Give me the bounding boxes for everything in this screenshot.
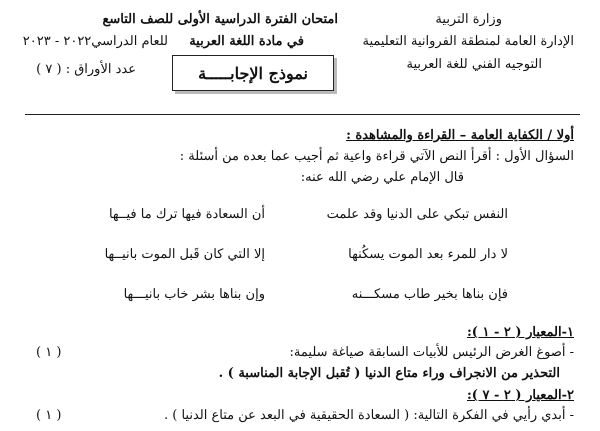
answer-model-box — [172, 55, 334, 91]
section-title: أولا / الكفاية العامة – القراءة والمشاهدة : — [346, 128, 574, 143]
criterion-1-mark: ( ١ ) — [36, 345, 62, 360]
directorate-name: الإدارة العامة لمنطقة الفروانية التعليمية — [362, 34, 574, 49]
answer-model-label: نموذج الإجابـــــة — [198, 63, 308, 83]
exam-title: امتحان الفترة الدراسية الأولى للصف التاسع — [102, 12, 338, 27]
verse-1-right: النفس تبكي على الدنيا وقد علمت — [326, 207, 508, 222]
criterion-2-mark: ( ١ ) — [36, 408, 62, 423]
criterion-1-task: - أصوغ الغرض الرئيس للأبيات السابقة صياغة سليمة: — [289, 345, 574, 360]
verse-3-left: وإن بناها بشر خاب بانيـــها — [123, 287, 265, 302]
ministry-name: وزارة التربية — [435, 12, 502, 27]
criterion-1-title: ١-المعيار ( ٢ - ١ ): — [466, 325, 574, 340]
verse-2-right: لا دار للمرء بعد الموت يسكُنها — [348, 247, 508, 262]
guidance-name: التوجيه الفني للغة العربية — [406, 57, 542, 72]
page-count: عدد الأوراق : ( ٧ ) — [36, 62, 136, 77]
header-divider — [25, 114, 580, 115]
verse-2-left: إلا التي كان قَبل الموت بانيــها — [104, 247, 265, 262]
subject-name: في مادة اللغة العربية — [189, 34, 304, 49]
academic-year: للعام الدراسي٢٠٢٢ - ٢٠٢٣ — [22, 34, 168, 49]
poem-attribution: قال الإمام علي رضي الله عنه: — [300, 170, 464, 185]
criterion-2-title: ٢-المعيار ( ٢ - ٧ ): — [466, 388, 574, 403]
criterion-1-answer: التحذير من الانجراف وراء متاع الدنيا ( تُقبل الإجابة المناسبة ) . — [218, 366, 560, 381]
question-one: السؤال الأول : أقرأ النص الآتي قراءة واعية ثم أجيب عما بعده من أسئلة : — [179, 149, 574, 164]
criterion-2-task: - أبدي رأيي في الفكرة التالية: ( السعادة الحقيقية في البعد عن متاع الدنيا ) . — [163, 408, 574, 423]
verse-1-left: أن السعادة فيها ترك ما فيــها — [108, 207, 265, 222]
verse-3-right: فإن بناها بخير طاب مسكـــنه — [351, 287, 508, 302]
